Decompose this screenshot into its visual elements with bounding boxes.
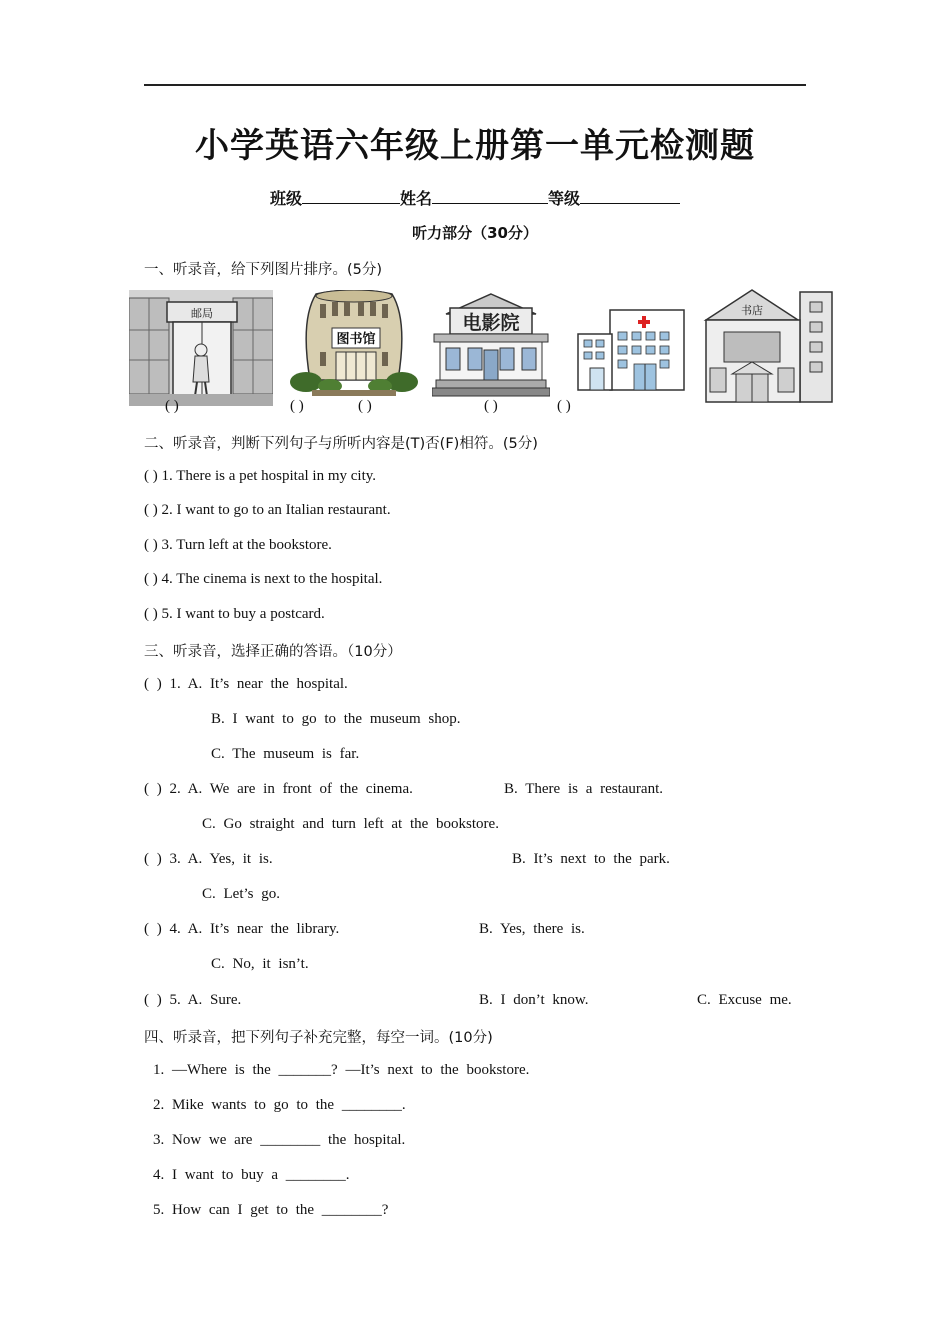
section1-heading: 一、听录音，给下列图片排序。(5分) [144,262,383,278]
q4-stem: ( ) 4. A. It’s near the library. [144,921,340,937]
class-blank[interactable] [302,189,400,204]
q2-option-b: B. There is a restaurant. [504,781,664,797]
section2-item-5: ( ) 5. I want to buy a postcard. [144,606,325,622]
hospital-picture [576,308,686,392]
section4-item-1: 1. —Where is the _______? —It’s next to the bookstore. [153,1062,530,1078]
name-label: 姓名 [399,189,432,208]
top-rule [144,84,806,86]
library-picture [290,290,418,398]
cinema-sign: 电影院 [462,312,520,334]
bookstore-sign: 书店 [741,304,763,317]
q2-stem: ( ) 2. A. We are in front of the cinema. [144,781,413,797]
section2-heading: 二、听录音，判断下列句子与所听内容是(T)否(F)相符。(5分) [144,436,538,452]
section3-heading: 三、听录音，选择正确的答语。（10分） [144,644,402,660]
class-label: 班级 [269,189,302,208]
grade-label: 等级 [548,189,581,208]
section4-item-3: 3. Now we are ________ the hospital. [153,1132,406,1148]
grade-blank[interactable] [580,189,680,204]
section4-heading: 四、听录音，把下列句子补充完整，每空一词。(10分) [144,1030,493,1046]
q5-option-b: B. I don’t know. [479,992,589,1008]
post-office-picture [129,290,273,406]
bookstore-picture [702,286,834,404]
q2-option-c: C. Go straight and turn left at the bookstore. [202,816,499,832]
section2-item-4: ( ) 4. The cinema is next to the hospital. [144,571,383,587]
section4-item-5: 5. How can I get to the ________? [153,1202,389,1218]
q4-option-b: B. Yes, there is. [479,921,585,937]
name-blank[interactable] [432,189,548,204]
q3-option-b: B. It’s next to the park. [512,851,670,867]
picture-4-answer[interactable]: ( ) [484,398,498,414]
section4-item-4: 4. I want to buy a ________. [153,1167,350,1183]
q5-option-c: C. Excuse me. [697,992,792,1008]
section2-item-2: ( ) 2. I want to go to an Italian restaurant. [144,502,391,518]
q3-stem: ( ) 3. A. Yes, it is. [144,851,273,867]
q1-stem: ( ) 1. A. It’s near the hospital. [144,676,348,692]
q3-option-c: C. Let’s go. [202,886,280,902]
listening-header: 听力部分（30分） [412,224,538,242]
section2-item-1: ( ) 1. There is a pet hospital in my city. [144,468,377,484]
q1-option-c: C. The museum is far. [211,746,360,762]
page-title: 小学英语六年级上册第一单元检测题 [195,126,755,166]
q4-option-c: C. No, it isn’t. [211,956,309,972]
cinema-picture [432,292,550,400]
section4-item-2: 2. Mike wants to go to the ________. [153,1097,406,1113]
library-sign: 图书馆 [336,332,376,347]
picture-3-answer[interactable]: ( ) [358,398,372,414]
q1-option-b: B. I want to go to the museum shop. [211,711,461,727]
picture-1-answer[interactable]: ( ) [165,398,179,414]
picture-5-answer[interactable]: ( ) [557,398,571,414]
post-office-sign: 邮局 [191,307,213,320]
picture-2-answer[interactable]: ( ) [290,398,304,414]
section2-item-3: ( ) 3. Turn left at the bookstore. [144,537,332,553]
q5-stem: ( ) 5. A. Sure. [144,992,242,1008]
student-info-row [0,186,950,209]
